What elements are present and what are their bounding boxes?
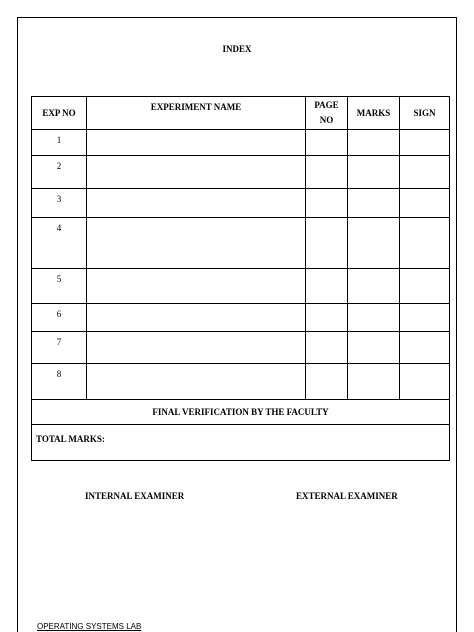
header-page-no bbox=[306, 97, 348, 130]
header-page-no-line1: PAGE bbox=[314, 100, 339, 110]
table-row bbox=[32, 218, 450, 269]
total-marks-row bbox=[32, 425, 450, 461]
sign-cell bbox=[400, 218, 450, 269]
experiment-name-cell bbox=[87, 269, 306, 304]
exp-number: 8 bbox=[32, 364, 87, 400]
header-marks: MARKS bbox=[348, 97, 400, 130]
header-experiment-name: EXPERIMENT NAME bbox=[87, 97, 306, 130]
exp-number: 2 bbox=[32, 156, 87, 189]
sign-cell bbox=[400, 332, 450, 364]
table-row bbox=[32, 364, 450, 400]
final-verification-row bbox=[32, 400, 450, 425]
sign-cell bbox=[400, 130, 450, 156]
experiment-name-cell bbox=[87, 304, 306, 332]
internal-examiner-label: INTERNAL EXAMINER bbox=[85, 491, 185, 501]
experiment-name-cell bbox=[87, 189, 306, 218]
sign-cell bbox=[400, 364, 450, 400]
header-page-no-line2: NO bbox=[319, 115, 334, 125]
exp-number: 1 bbox=[32, 130, 87, 156]
external-examiner-label: EXTERNAL EXAMINER bbox=[296, 491, 398, 501]
page-no-cell bbox=[306, 304, 348, 332]
exp-number: 7 bbox=[32, 332, 87, 364]
marks-cell bbox=[348, 189, 400, 218]
table-row bbox=[32, 156, 450, 189]
header-exp-no: EXP NO bbox=[32, 97, 87, 130]
exp-number: 6 bbox=[32, 304, 87, 332]
sign-cell bbox=[400, 269, 450, 304]
marks-cell bbox=[348, 218, 400, 269]
final-verification-label: FINAL VERIFICATION BY THE FACULTY bbox=[32, 400, 450, 425]
exp-number: 3 bbox=[32, 189, 87, 218]
marks-cell bbox=[348, 364, 400, 400]
page-no-cell bbox=[306, 189, 348, 218]
experiment-name-cell bbox=[87, 218, 306, 269]
page-no-cell bbox=[306, 156, 348, 189]
experiment-name-cell bbox=[87, 156, 306, 189]
sign-cell bbox=[400, 304, 450, 332]
page-no-cell bbox=[306, 269, 348, 304]
page-no-cell bbox=[306, 364, 348, 400]
page-no-cell bbox=[306, 332, 348, 364]
marks-cell bbox=[348, 156, 400, 189]
marks-cell bbox=[348, 269, 400, 304]
page-no-cell bbox=[306, 218, 348, 269]
experiment-name-cell bbox=[87, 130, 306, 156]
table-row bbox=[32, 332, 450, 364]
footer-lab-name: OPERATING SYSTEMS LAB bbox=[37, 622, 142, 631]
table-row bbox=[32, 269, 450, 304]
experiment-name-cell bbox=[87, 364, 306, 400]
page-title: INDEX bbox=[222, 44, 252, 54]
experiment-name-cell bbox=[87, 332, 306, 364]
marks-cell bbox=[348, 130, 400, 156]
sign-cell bbox=[400, 156, 450, 189]
sign-cell bbox=[400, 189, 450, 218]
table-row bbox=[32, 304, 450, 332]
header-sign: SIGN bbox=[400, 97, 450, 130]
header-row bbox=[32, 97, 450, 130]
exp-number: 4 bbox=[32, 218, 87, 269]
marks-cell bbox=[348, 304, 400, 332]
marks-cell bbox=[348, 332, 400, 364]
page-no-cell bbox=[306, 130, 348, 156]
table-row bbox=[32, 130, 450, 156]
total-marks-label: TOTAL MARKS: bbox=[32, 425, 450, 461]
index-table bbox=[31, 96, 450, 461]
table-row bbox=[32, 189, 450, 218]
exp-number: 5 bbox=[32, 269, 87, 304]
